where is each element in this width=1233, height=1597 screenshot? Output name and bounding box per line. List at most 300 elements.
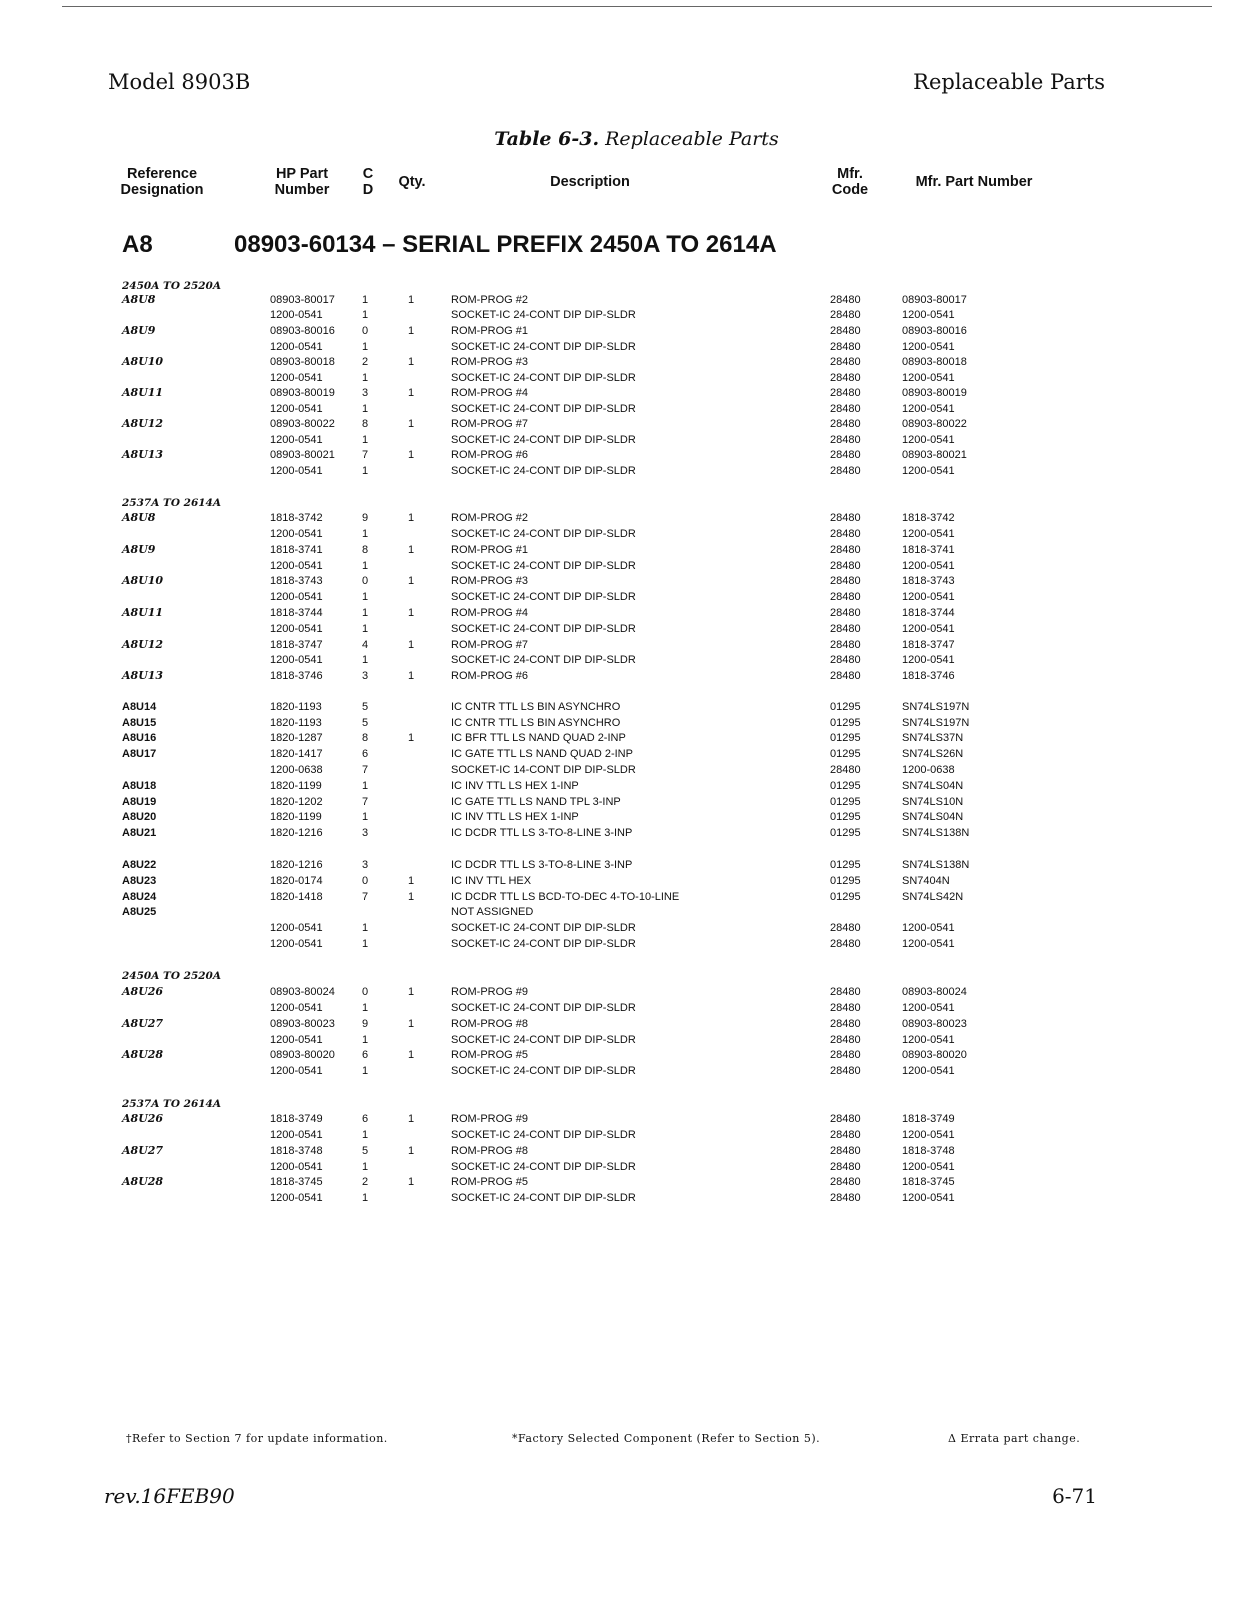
mfr-code: 01295 (830, 827, 861, 839)
mfr-part-number: SN74LS26N (902, 748, 964, 760)
mfr-part-number: 1818-3747 (902, 639, 955, 651)
mfr-part-number: 1200-0638 (902, 764, 955, 776)
check-digit: 9 (362, 1018, 369, 1030)
table-row (0, 526, 1233, 542)
check-digit: 1 (362, 1129, 369, 1141)
mfr-code: 28480 (830, 1034, 861, 1046)
mfr-part-number: 08903-80019 (902, 387, 967, 399)
mfr-code: 28480 (830, 938, 861, 950)
reference-designation: A8U10 (122, 355, 164, 368)
check-digit: 3 (362, 670, 369, 682)
description: ROM-PROG #8 (451, 1145, 529, 1157)
description: SOCKET-IC 14-CONT DIP DIP-SLDR (451, 764, 636, 776)
section-header: Replaceable Parts (913, 70, 1105, 94)
description: SOCKET-IC 24-CONT DIP DIP-SLDR (451, 434, 636, 446)
mfr-part-number: 08903-80022 (902, 418, 967, 430)
check-digit: 1 (362, 780, 369, 792)
table-row (0, 463, 1233, 479)
col-reference-designation (112, 166, 212, 198)
mfr-part-number: SN74LS197N (902, 717, 970, 729)
description: ROM-PROG #9 (451, 986, 529, 998)
hp-part-number: 1818-3748 (270, 1145, 323, 1157)
description: SOCKET-IC 24-CONT DIP DIP-SLDR (451, 341, 636, 353)
check-digit: 1 (362, 591, 369, 603)
mfr-part-number: 08903-80024 (902, 986, 967, 998)
col-hp-line1: HP Part (275, 166, 329, 182)
mfr-part-number: 1200-0541 (902, 938, 955, 950)
col-cd (358, 166, 378, 198)
mfr-code: 01295 (830, 717, 861, 729)
table-row (0, 936, 1233, 952)
mfr-part-number: 1200-0541 (902, 341, 955, 353)
check-digit: 3 (362, 859, 369, 871)
check-digit: 7 (362, 764, 369, 776)
serial-range-heading: 2537A TO 2614A (122, 1098, 222, 1110)
quantity: 1 (408, 1176, 415, 1188)
table-row (0, 1127, 1233, 1143)
hp-part-number: 1820-1199 (270, 780, 322, 792)
mfr-part-number: SN74LS10N (902, 796, 964, 808)
description: SOCKET-IC 24-CONT DIP DIP-SLDR (451, 372, 636, 384)
check-digit: 5 (362, 717, 369, 729)
table-row (0, 1016, 1233, 1032)
reference-designation: A8U26 (122, 1112, 164, 1125)
reference-designation: A8U28 (122, 1048, 164, 1061)
mfr-code: 28480 (830, 294, 861, 306)
assembly-description: 08903-60134 – SERIAL PREFIX 2450A TO 2614A (234, 231, 777, 258)
quantity: 1 (408, 670, 415, 682)
hp-part-number: 1200-0541 (270, 560, 323, 572)
mfr-part-number: 1818-3742 (902, 512, 955, 524)
mfr-code: 28480 (830, 387, 861, 399)
hp-part-number: 1200-0541 (270, 341, 323, 353)
mfr-part-number: SN74LS197N (902, 701, 970, 713)
footnote-update-info: †Refer to Section 7 for update information. (126, 1432, 388, 1445)
description: IC CNTR TTL LS BIN ASYNCHRO (451, 717, 621, 729)
table-row (0, 416, 1233, 432)
table-row (0, 715, 1233, 731)
check-digit: 2 (362, 356, 369, 368)
check-digit: 1 (362, 811, 369, 823)
description: ROM-PROG #3 (451, 575, 529, 587)
mfr-part-number: 08903-80021 (902, 449, 967, 461)
description: ROM-PROG #6 (451, 449, 529, 461)
hp-part-number: 1200-0541 (270, 1192, 323, 1204)
table-row (0, 809, 1233, 825)
manual-model-header: Model 8903B (108, 70, 251, 94)
description: ROM-PROG #7 (451, 418, 529, 430)
reference-designation: A8U11 (122, 606, 164, 619)
reference-designation: A8U21 (122, 827, 157, 839)
hp-part-number: 1820-1216 (270, 859, 323, 871)
check-digit: 2 (362, 1176, 369, 1188)
top-rule (62, 6, 1212, 7)
table-row (0, 1000, 1233, 1016)
mfr-code: 28480 (830, 1065, 861, 1077)
mfr-part-number: 1818-3741 (902, 544, 955, 556)
description: IC CNTR TTL LS BIN ASYNCHRO (451, 701, 621, 713)
table-row (0, 1047, 1233, 1063)
mfr-code: 28480 (830, 465, 861, 477)
mfr-code: 01295 (830, 811, 861, 823)
quantity: 1 (408, 1018, 415, 1030)
quantity: 1 (408, 575, 415, 587)
table-row (0, 794, 1233, 810)
mfr-code: 28480 (830, 639, 861, 651)
mfr-part-number: 1200-0541 (902, 372, 955, 384)
mfr-code: 28480 (830, 560, 861, 572)
assembly-reference: A8 (122, 231, 153, 258)
reference-designation: A8U19 (122, 796, 157, 808)
mfr-code: 28480 (830, 623, 861, 635)
check-digit: 1 (362, 607, 369, 619)
reference-designation: A8U27 (122, 1144, 164, 1157)
check-digit: 1 (362, 294, 369, 306)
hp-part-number: 1200-0541 (270, 434, 323, 446)
mfr-code: 28480 (830, 1176, 861, 1188)
description: ROM-PROG #5 (451, 1176, 529, 1188)
reference-designation: A8U13 (122, 669, 164, 682)
hp-part-number: 1818-3741 (270, 544, 323, 556)
description: SOCKET-IC 24-CONT DIP DIP-SLDR (451, 591, 636, 603)
check-digit: 1 (362, 341, 369, 353)
description: SOCKET-IC 24-CONT DIP DIP-SLDR (451, 654, 636, 666)
mfr-code: 28480 (830, 403, 861, 415)
check-digit: 1 (362, 465, 369, 477)
mfr-code: 01295 (830, 732, 861, 744)
hp-part-number: 1200-0541 (270, 372, 323, 384)
mfr-part-number: SN74LS04N (902, 780, 964, 792)
mfr-part-number: 1200-0541 (902, 591, 955, 603)
check-digit: 1 (362, 528, 369, 540)
description: IC DCDR TTL LS 3-TO-8-LINE 3-INP (451, 827, 633, 839)
check-digit: 7 (362, 449, 369, 461)
description: SOCKET-IC 24-CONT DIP DIP-SLDR (451, 403, 636, 415)
hp-part-number: 1200-0541 (270, 922, 323, 934)
mfr-code: 01295 (830, 891, 861, 903)
check-digit: 7 (362, 891, 369, 903)
quantity: 1 (408, 607, 415, 619)
table-row (0, 1032, 1233, 1048)
col-cd-line1: C (362, 166, 374, 182)
table-row (0, 1111, 1233, 1127)
check-digit: 1 (362, 1034, 369, 1046)
mfr-part-number: 1200-0541 (902, 560, 955, 572)
table-title (0, 128, 1233, 150)
table-row (0, 637, 1233, 653)
description: SOCKET-IC 24-CONT DIP DIP-SLDR (451, 560, 636, 572)
mfr-part-number: 1818-3744 (902, 607, 955, 619)
hp-part-number: 1200-0541 (270, 591, 323, 603)
mfr-code: 28480 (830, 607, 861, 619)
mfr-part-number: SN7404N (902, 875, 950, 887)
serial-range-heading: 2537A TO 2614A (122, 497, 222, 509)
hp-part-number: 1200-0541 (270, 403, 323, 415)
quantity: 1 (408, 387, 415, 399)
table-row (0, 746, 1233, 762)
mfr-part-number: SN74LS42N (902, 891, 964, 903)
mfr-part-number: 1200-0541 (902, 465, 955, 477)
reference-designation: A8U8 (122, 293, 156, 306)
mfr-code: 28480 (830, 434, 861, 446)
col-ref-line2: Designation (120, 182, 204, 198)
mfr-code: 28480 (830, 575, 861, 587)
description: SOCKET-IC 24-CONT DIP DIP-SLDR (451, 1034, 636, 1046)
hp-part-number: 1200-0541 (270, 465, 323, 477)
table-row (0, 920, 1233, 936)
serial-range-heading: 2450A TO 2520A (122, 280, 222, 292)
quantity: 1 (408, 1049, 415, 1061)
revision-date: rev.16FEB90 (104, 1484, 235, 1508)
check-digit: 8 (362, 418, 369, 430)
table-row (0, 762, 1233, 778)
hp-part-number: 1820-1216 (270, 827, 323, 839)
mfr-part-number: 08903-80023 (902, 1018, 967, 1030)
table-row (0, 1143, 1233, 1159)
col-hp-line2: Number (274, 182, 330, 198)
hp-part-number: 1818-3744 (270, 607, 323, 619)
quantity: 1 (408, 356, 415, 368)
check-digit: 3 (362, 387, 369, 399)
mfr-code: 28480 (830, 512, 861, 524)
reference-designation: A8U14 (122, 701, 157, 713)
mfr-code: 28480 (830, 1145, 861, 1157)
quantity: 1 (408, 325, 415, 337)
col-cd-line2: D (362, 182, 374, 198)
hp-part-number: 1200-0541 (270, 1065, 323, 1077)
mfr-code: 28480 (830, 764, 861, 776)
check-digit: 0 (362, 325, 369, 337)
col-mfr-part-number: Mfr. Part Number (915, 174, 1033, 190)
table-row (0, 323, 1233, 339)
table-row (0, 447, 1233, 463)
reference-designation: A8U13 (122, 448, 164, 461)
table-row (0, 621, 1233, 637)
mfr-code: 28480 (830, 591, 861, 603)
mfr-part-number: 1200-0541 (902, 623, 955, 635)
table-name: Replaceable Parts (605, 128, 779, 150)
hp-part-number: 08903-80021 (270, 449, 335, 461)
description: SOCKET-IC 24-CONT DIP DIP-SLDR (451, 309, 636, 321)
reference-designation: A8U25 (122, 906, 157, 918)
check-digit: 8 (362, 732, 369, 744)
mfr-code: 01295 (830, 701, 861, 713)
table-row (0, 558, 1233, 574)
table-row (0, 778, 1233, 794)
description: SOCKET-IC 24-CONT DIP DIP-SLDR (451, 922, 636, 934)
hp-part-number: 1200-0541 (270, 1129, 323, 1141)
description: SOCKET-IC 24-CONT DIP DIP-SLDR (451, 1129, 636, 1141)
hp-part-number: 08903-80019 (270, 387, 335, 399)
mfr-code: 28480 (830, 309, 861, 321)
mfr-code: 28480 (830, 670, 861, 682)
reference-designation: A8U26 (122, 985, 164, 998)
mfr-part-number: 08903-80020 (902, 1049, 967, 1061)
description: IC DCDR TTL LS BCD-TO-DEC 4-TO-10-LINE (451, 891, 680, 903)
description: ROM-PROG #1 (451, 325, 529, 337)
quantity: 1 (408, 1145, 415, 1157)
table-row (0, 652, 1233, 668)
table-row (0, 1063, 1233, 1079)
reference-designation: A8U20 (122, 811, 157, 823)
hp-part-number: 1200-0541 (270, 623, 323, 635)
quantity: 1 (408, 986, 415, 998)
check-digit: 1 (362, 1192, 369, 1204)
hp-part-number: 08903-80016 (270, 325, 335, 337)
table-row (0, 339, 1233, 355)
table-row (0, 699, 1233, 715)
check-digit: 0 (362, 575, 369, 587)
table-row (0, 292, 1233, 308)
mfr-part-number: 1818-3746 (902, 670, 955, 682)
table-row (0, 1174, 1233, 1190)
description: SOCKET-IC 24-CONT DIP DIP-SLDR (451, 528, 636, 540)
reference-designation: A8U27 (122, 1017, 164, 1030)
hp-part-number: 08903-80018 (270, 356, 335, 368)
reference-designation: A8U16 (122, 732, 157, 744)
check-digit: 6 (362, 1049, 369, 1061)
mfr-part-number: 1200-0541 (902, 654, 955, 666)
mfr-part-number: SN74LS37N (902, 732, 964, 744)
hp-part-number: 1200-0541 (270, 309, 323, 321)
description: IC INV TTL LS HEX 1-INP (451, 780, 579, 792)
table-row (0, 904, 1233, 920)
footnote-factory-selected: *Factory Selected Component (Refer to Section 5). (512, 1432, 821, 1445)
check-digit: 1 (362, 434, 369, 446)
description: ROM-PROG #2 (451, 294, 529, 306)
table-number: Table 6-3. (494, 128, 600, 150)
reference-designation: A8U9 (122, 543, 156, 556)
mfr-part-number: 08903-80016 (902, 325, 967, 337)
hp-part-number: 08903-80017 (270, 294, 335, 306)
mfr-part-number: 1818-3743 (902, 575, 955, 587)
hp-part-number: 1820-0174 (270, 875, 323, 887)
check-digit: 1 (362, 372, 369, 384)
description: SOCKET-IC 24-CONT DIP DIP-SLDR (451, 1161, 636, 1173)
serial-range-heading: 2450A TO 2520A (122, 970, 222, 982)
description: SOCKET-IC 24-CONT DIP DIP-SLDR (451, 623, 636, 635)
mfr-code: 28480 (830, 1002, 861, 1014)
description: IC INV TTL LS HEX 1-INP (451, 811, 579, 823)
quantity: 1 (408, 418, 415, 430)
hp-part-number: 08903-80024 (270, 986, 335, 998)
description: ROM-PROG #1 (451, 544, 529, 556)
description: SOCKET-IC 24-CONT DIP DIP-SLDR (451, 465, 636, 477)
table-row (0, 370, 1233, 386)
table-row (0, 1190, 1233, 1206)
check-digit: 0 (362, 986, 369, 998)
mfr-code: 28480 (830, 418, 861, 430)
reference-designation: A8U24 (122, 891, 157, 903)
mfr-code: 28480 (830, 372, 861, 384)
mfr-code: 01295 (830, 875, 861, 887)
check-digit: 1 (362, 309, 369, 321)
check-digit: 6 (362, 1113, 369, 1125)
mfr-code: 28480 (830, 1192, 861, 1204)
check-digit: 5 (362, 1145, 369, 1157)
hp-part-number: 08903-80023 (270, 1018, 335, 1030)
hp-part-number: 1200-0638 (270, 764, 323, 776)
hp-part-number: 1200-0541 (270, 1161, 323, 1173)
description: ROM-PROG #4 (451, 607, 529, 619)
hp-part-number: 1818-3742 (270, 512, 323, 524)
page-number: 6-71 (1052, 1484, 1097, 1508)
mfr-code: 28480 (830, 922, 861, 934)
quantity: 1 (408, 544, 415, 556)
mfr-part-number: 08903-80018 (902, 356, 967, 368)
quantity: 1 (408, 294, 415, 306)
reference-designation: A8U12 (122, 417, 164, 430)
description: ROM-PROG #4 (451, 387, 529, 399)
mfr-part-number: 1200-0541 (902, 1002, 955, 1014)
table-row (0, 1159, 1233, 1175)
hp-part-number: 1818-3745 (270, 1176, 323, 1188)
table-row (0, 354, 1233, 370)
description: IC DCDR TTL LS 3-TO-8-LINE 3-INP (451, 859, 633, 871)
check-digit: 1 (362, 1002, 369, 1014)
check-digit: 1 (362, 623, 369, 635)
mfr-part-number: 1200-0541 (902, 1129, 955, 1141)
reference-designation: A8U11 (122, 386, 164, 399)
description: NOT ASSIGNED (451, 906, 534, 918)
quantity: 1 (408, 512, 415, 524)
table-row (0, 542, 1233, 558)
quantity: 1 (408, 1113, 415, 1125)
hp-part-number: 1820-1202 (270, 796, 323, 808)
check-digit: 7 (362, 796, 369, 808)
hp-part-number: 1200-0541 (270, 938, 323, 950)
description: ROM-PROG #2 (451, 512, 529, 524)
check-digit: 6 (362, 748, 369, 760)
mfr-part-number: SN74LS138N (902, 859, 970, 871)
mfr-code: 28480 (830, 544, 861, 556)
check-digit: 1 (362, 1161, 369, 1173)
hp-part-number: 1820-1417 (270, 748, 323, 760)
description: IC GATE TTL LS NAND QUAD 2-INP (451, 748, 633, 760)
description: ROM-PROG #8 (451, 1018, 529, 1030)
check-digit: 1 (362, 560, 369, 572)
mfr-part-number: 08903-80017 (902, 294, 967, 306)
check-digit: 1 (362, 654, 369, 666)
quantity: 1 (408, 639, 415, 651)
table-row (0, 589, 1233, 605)
mfr-part-number: 1200-0541 (902, 1065, 955, 1077)
mfr-part-number: 1200-0541 (902, 309, 955, 321)
mfr-code: 28480 (830, 654, 861, 666)
table-row (0, 510, 1233, 526)
mfr-code: 01295 (830, 859, 861, 871)
table-row (0, 873, 1233, 889)
reference-designation: A8U23 (122, 875, 157, 887)
mfr-code: 28480 (830, 1018, 861, 1030)
mfr-part-number: 1200-0541 (902, 1161, 955, 1173)
table-row (0, 825, 1233, 841)
check-digit: 3 (362, 827, 369, 839)
mfr-part-number: SN74LS04N (902, 811, 964, 823)
mfr-code: 28480 (830, 325, 861, 337)
hp-part-number: 1200-0541 (270, 1002, 323, 1014)
mfr-code: 01295 (830, 780, 861, 792)
col-description: Description (550, 174, 630, 190)
quantity: 1 (408, 449, 415, 461)
mfr-part-number: 1200-0541 (902, 922, 955, 934)
mfr-code: 28480 (830, 986, 861, 998)
mfr-part-number: 1200-0541 (902, 434, 955, 446)
hp-part-number: 1820-1193 (270, 701, 322, 713)
table-row (0, 605, 1233, 621)
table-row (0, 857, 1233, 873)
table-row (0, 385, 1233, 401)
